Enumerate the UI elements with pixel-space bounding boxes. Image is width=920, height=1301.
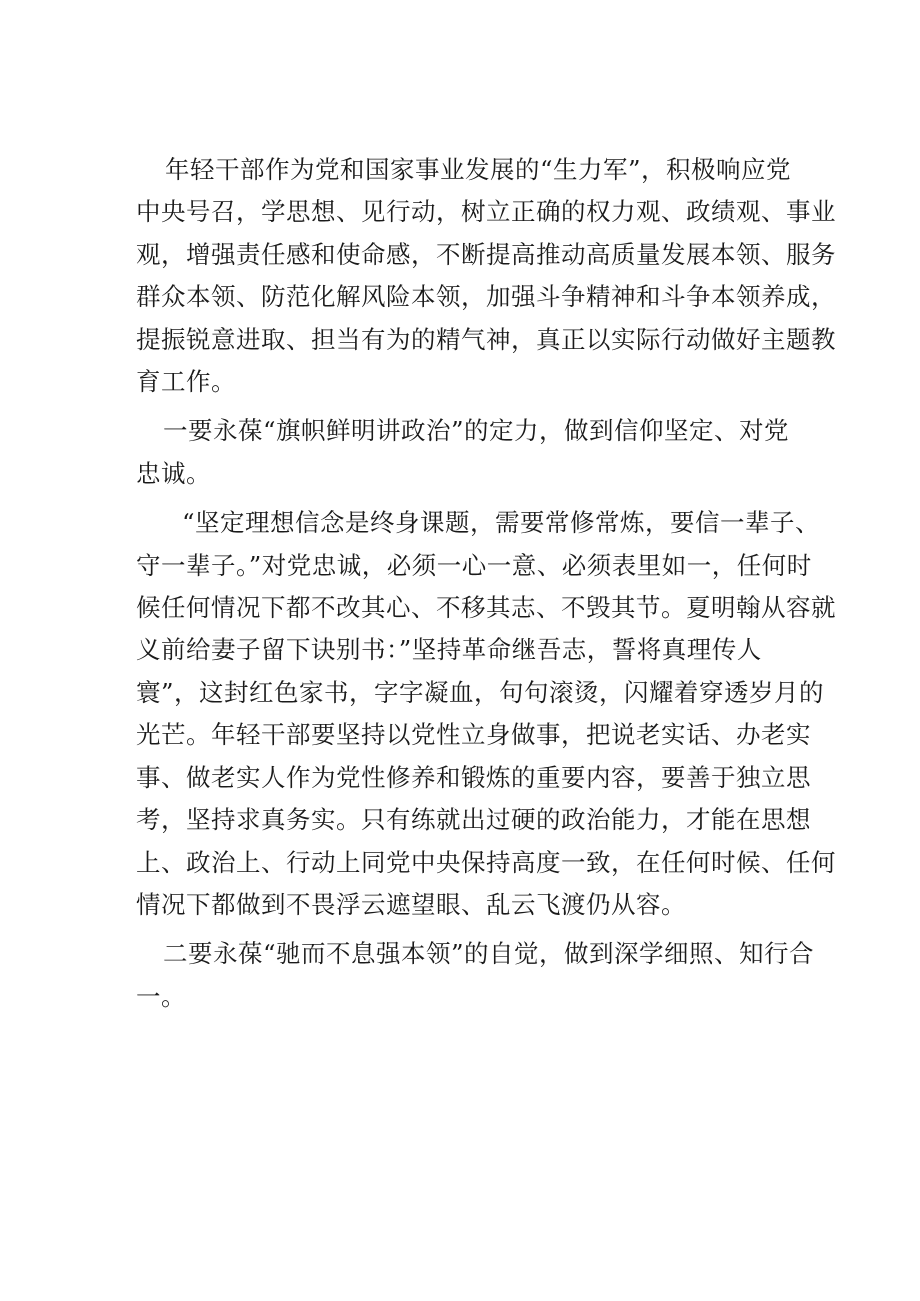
text-line: 育工作。 xyxy=(136,367,236,397)
text-line: 守一辈子。”对党忠诚，必须一心一意、必须表里如一，任何时 xyxy=(136,550,812,580)
text-line: 一。 xyxy=(136,981,186,1011)
text-line: 情况下都做到不畏浮云遮望眼、乱云飞渡仍从容。 xyxy=(136,889,686,919)
text-line: 候任何情况下都不改其心、不移其志、不毁其节。夏明翰从容就 xyxy=(136,593,836,623)
text-line: 忠诚。 xyxy=(136,458,211,488)
document-body xyxy=(136,149,836,1018)
text-line: 义前给妻子留下诀别书：”坚持革命继吾志，誓将真理传人 xyxy=(136,635,762,665)
paragraph-point-two-heading xyxy=(136,933,815,1018)
paragraph-point-one-body xyxy=(136,502,836,926)
text-line: 年轻干部作为党和国家事业发展的“生力军”，积极响应党 xyxy=(165,155,792,184)
text-line: 提振锐意进取、担当有为的精气神，真正以实际行动做好主题教 xyxy=(136,324,836,354)
text-line: 上、政治上、行动上同党中央保持高度一致，在任何时候、任何 xyxy=(136,847,836,877)
text-line: 光芒。年轻干部要坚持以党性立身做事，把说老实话、办老实 xyxy=(136,720,811,750)
text-line: 寰”，这封红色家书，字字凝血，句句滚烫，闪耀着穿透岁月的 xyxy=(136,677,825,707)
text-line: 中央号召，学思想、见行动，树立正确的权力观、政绩观、事业 xyxy=(136,197,836,227)
text-line: 一要永葆“旗帜鲜明讲政治”的定力，做到信仰坚定、对党 xyxy=(163,416,790,446)
paragraph-intro xyxy=(136,149,836,403)
text-line: 群众本领、防范化解风险本领，加强斗争精神和斗争本领养成， xyxy=(136,282,836,312)
text-line: 观，增强责任感和使命感，不断提高推动高质量发展本领、服务 xyxy=(136,239,836,269)
text-line: 考，坚持求真务实。只有练就出过硬的政治能力，才能在思想 xyxy=(136,805,811,835)
paragraph-point-one-heading xyxy=(136,410,796,495)
text-line: “坚定理想信念是终身课题，需要常修常炼，要信一辈子、 xyxy=(182,508,821,538)
text-line: 事、做老实人作为党性修养和锻炼的重要内容，要善于独立思 xyxy=(136,762,811,792)
text-line: 二要永葆“驰而不息强本领”的自觉，做到深学细照、知行合 xyxy=(163,939,815,969)
